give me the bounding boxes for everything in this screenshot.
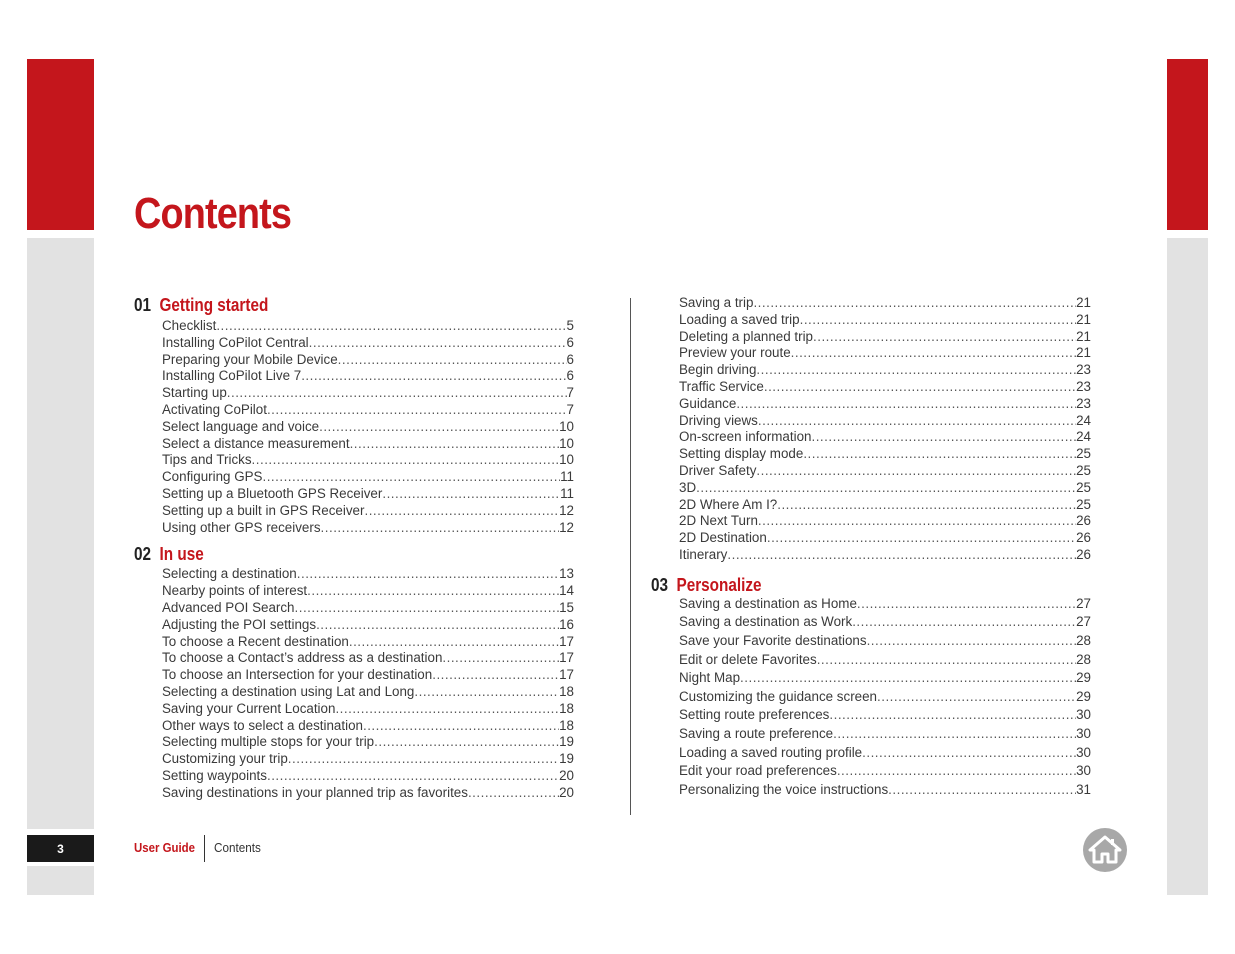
- section-number: 01: [134, 295, 152, 315]
- toc-entry-title: Setting waypoints: [162, 767, 267, 783]
- toc-entry-title: Selecting multiple stops for your trip: [162, 734, 375, 750]
- dot-leader: [350, 436, 560, 453]
- toc-entry-page: 19: [559, 751, 574, 767]
- toc-entry[interactable]: [679, 312, 1091, 329]
- toc-entry[interactable]: [162, 368, 574, 385]
- dot-leader: [295, 600, 560, 617]
- toc-entry-title: Driver Safety: [679, 462, 757, 478]
- dot-leader: [888, 781, 1076, 800]
- dot-leader: [216, 318, 566, 335]
- toc-entry[interactable]: [162, 520, 574, 537]
- toc-entry-page: 26: [1076, 546, 1091, 562]
- dot-leader: [877, 688, 1076, 707]
- dot-leader: [374, 734, 559, 751]
- toc-entry-title: Checklist: [162, 318, 217, 333]
- toc-entry[interactable]: [162, 667, 574, 684]
- toc-entry[interactable]: [679, 513, 1091, 530]
- toc-entry[interactable]: [679, 446, 1091, 463]
- toc-entry-page: 6: [566, 351, 574, 367]
- toc-entry-title: Customizing your trip: [162, 751, 288, 767]
- toc-entry[interactable]: [162, 701, 574, 718]
- toc-entry-title: Advanced POI Search: [162, 599, 295, 615]
- footer-guide-label: User Guide: [134, 840, 196, 855]
- toc-entry[interactable]: [162, 583, 574, 600]
- toc-entry-title: Guidance: [679, 395, 737, 411]
- toc-entry-page: 30: [1076, 744, 1091, 760]
- toc-entry[interactable]: [162, 768, 574, 785]
- toc-entry-title: Selecting a destination: [162, 566, 297, 582]
- toc-list-in-use: [134, 566, 574, 801]
- dot-leader: [321, 520, 560, 537]
- toc-entry[interactable]: [679, 362, 1091, 379]
- toc-entry-title: Selecting a destination using Lat and Long: [162, 683, 415, 699]
- toc-entry[interactable]: [162, 684, 574, 701]
- toc-entry-title: To choose a Contact’s address as a destination: [162, 650, 443, 666]
- toc-entry[interactable]: [162, 751, 574, 768]
- toc-entry-page: 30: [1076, 763, 1091, 779]
- toc-entry-page: 13: [559, 566, 574, 582]
- page-title: Contents: [134, 189, 292, 238]
- page-number: 3: [27, 835, 94, 862]
- dot-leader: [442, 650, 559, 667]
- toc-entry-page: 10: [559, 418, 574, 434]
- toc-entry-page: 21: [1076, 345, 1091, 361]
- section-heading-03: [651, 573, 1025, 597]
- dot-leader: [817, 651, 1076, 670]
- toc-entry[interactable]: [679, 613, 1091, 632]
- dot-leader: [837, 762, 1076, 781]
- toc-entry-page: 28: [1076, 651, 1091, 667]
- dot-leader: [316, 617, 559, 634]
- toc-entry-page: 23: [1076, 362, 1091, 378]
- toc-entry-title: Edit your road preferences: [679, 763, 837, 779]
- dot-leader: [468, 785, 559, 802]
- toc-entry-title: Customizing the guidance screen: [679, 688, 877, 704]
- toc-entry[interactable]: [162, 785, 574, 802]
- toc-entry-page: 21: [1076, 328, 1091, 344]
- toc-entry-title: Personalizing the voice instructions: [679, 781, 889, 797]
- toc-entry-title: Installing CoPilot Live 7: [162, 368, 302, 384]
- toc-entry-page: 29: [1076, 688, 1091, 704]
- toc-entry[interactable]: [679, 762, 1091, 781]
- dot-leader: [319, 419, 559, 436]
- toc-entry-page: 5: [566, 318, 574, 333]
- dot-leader: [867, 632, 1077, 651]
- toc-list-getting-started: [134, 318, 574, 536]
- toc-entry[interactable]: [679, 396, 1091, 413]
- toc-entry-title: 2D Destination: [679, 530, 767, 546]
- toc-entry[interactable]: [679, 688, 1091, 707]
- dot-leader: [309, 335, 567, 352]
- dot-leader: [364, 503, 559, 520]
- toc-entry-page: 26: [1076, 513, 1091, 529]
- dot-leader: [267, 768, 559, 785]
- toc-entry-page: 20: [559, 767, 574, 783]
- toc-entry-page: 29: [1076, 670, 1091, 686]
- toc-right-column: [651, 293, 1091, 799]
- dot-leader: [857, 595, 1076, 614]
- dot-leader: [811, 429, 1076, 446]
- toc-entry-page: 20: [559, 784, 574, 800]
- toc-entry-title: Preparing your Mobile Device: [162, 351, 338, 367]
- section-title: Getting started: [159, 295, 269, 315]
- toc-entry-title: On-screen information: [679, 429, 812, 445]
- section-heading-02: [134, 542, 508, 566]
- toc-entry-title: Starting up: [162, 385, 227, 401]
- dot-leader: [267, 402, 567, 419]
- dot-leader: [262, 469, 560, 486]
- toc-entry-title: Saving a destination as Work: [679, 614, 853, 630]
- toc-entry-page: 30: [1076, 707, 1091, 723]
- toc-entry-page: 17: [559, 667, 574, 683]
- dot-leader: [696, 480, 1076, 497]
- section-heading-01: [134, 293, 508, 317]
- toc-entry-title: Saving a route preference: [679, 725, 834, 741]
- toc-entry-page: 12: [559, 519, 574, 535]
- dot-leader: [833, 725, 1076, 744]
- toc-entry-title: Setting display mode: [679, 446, 804, 462]
- dot-leader: [764, 379, 1076, 396]
- toc-entry[interactable]: [162, 452, 574, 469]
- toc-list-personalize: [651, 595, 1091, 800]
- dot-leader: [382, 486, 560, 503]
- toc-entry-title: Setting up a built in GPS Receiver: [162, 502, 365, 518]
- toc-entry-title: Loading a saved trip: [679, 311, 800, 327]
- toc-entry-title: To choose an Intersection for your destination: [162, 667, 433, 683]
- dot-leader: [852, 613, 1076, 632]
- toc-entry[interactable]: [679, 725, 1091, 744]
- toc-entry-title: Night Map: [679, 670, 741, 686]
- toc-list-in-use-continued: [651, 295, 1091, 564]
- toc-entry[interactable]: [679, 463, 1091, 480]
- left-gray-strip-bottom: [27, 866, 94, 895]
- toc-entry-title: Setting up a Bluetooth GPS Receiver: [162, 485, 383, 501]
- toc-entry-title: 2D Next Turn: [679, 513, 758, 529]
- dot-leader: [800, 312, 1076, 329]
- toc-entry[interactable]: [679, 329, 1091, 346]
- toc-entry[interactable]: [162, 718, 574, 735]
- toc-entry-title: Saving a destination as Home: [679, 595, 857, 611]
- toc-entry[interactable]: [162, 650, 574, 667]
- toc-entry-title: Installing CoPilot Central: [162, 334, 309, 350]
- dot-leader: [307, 583, 559, 600]
- dot-leader: [301, 368, 566, 385]
- toc-entry[interactable]: [162, 617, 574, 634]
- toc-entry-page: 11: [560, 485, 574, 501]
- toc-entry[interactable]: [679, 379, 1091, 396]
- dot-leader: [829, 706, 1076, 725]
- toc-entry-title: 3D: [679, 479, 697, 495]
- column-divider: [630, 298, 631, 815]
- toc-entry[interactable]: [162, 634, 574, 651]
- toc-entry[interactable]: [679, 295, 1091, 312]
- toc-entry-page: 31: [1076, 781, 1091, 797]
- toc-entry[interactable]: [679, 413, 1091, 430]
- toc-entry-page: 17: [559, 633, 574, 649]
- dot-leader: [414, 684, 559, 701]
- toc-entry[interactable]: [679, 480, 1091, 497]
- toc-entry[interactable]: [679, 781, 1091, 800]
- toc-entry[interactable]: [162, 734, 574, 751]
- dot-leader: [777, 497, 1076, 514]
- toc-entry-title: Setting route preferences: [679, 707, 830, 723]
- dot-leader: [335, 701, 559, 718]
- toc-entry-title: Driving views: [679, 412, 758, 428]
- toc-entry-title: Nearby points of interest: [162, 583, 308, 599]
- toc-entry-title: Edit or delete Favorites: [679, 651, 817, 667]
- toc-entry[interactable]: [162, 503, 574, 520]
- toc-entry-title: Adjusting the POI settings: [162, 616, 317, 632]
- toc-entry-page: 6: [566, 368, 574, 384]
- toc-entry-title: Configuring GPS: [162, 469, 263, 485]
- toc-entry-page: 10: [559, 435, 574, 451]
- dot-leader: [758, 513, 1076, 530]
- dot-leader: [363, 718, 559, 735]
- right-gray-strip: [1167, 238, 1208, 895]
- toc-entry-title: Activating CoPilot: [162, 401, 267, 417]
- toc-entry-title: Using other GPS receivers: [162, 519, 321, 535]
- toc-entry[interactable]: [679, 669, 1091, 688]
- dot-leader: [803, 446, 1076, 463]
- dot-leader: [432, 667, 559, 684]
- toc-entry[interactable]: [162, 419, 574, 436]
- toc-entry[interactable]: [162, 469, 574, 486]
- toc-entry-page: 23: [1076, 378, 1091, 394]
- section-title: In use: [159, 544, 204, 565]
- dot-leader: [756, 463, 1076, 480]
- toc-entry-page: 21: [1076, 295, 1091, 310]
- dot-leader: [338, 352, 567, 369]
- toc-entry-page: 18: [559, 683, 574, 699]
- toc-entry-page: 18: [559, 717, 574, 733]
- toc-entry[interactable]: [162, 436, 574, 453]
- toc-entry-page: 15: [559, 599, 574, 615]
- toc-entry[interactable]: [679, 651, 1091, 670]
- toc-entry-page: 30: [1076, 725, 1091, 741]
- toc-entry-page: 7: [566, 401, 574, 417]
- dot-leader: [740, 669, 1076, 688]
- toc-entry[interactable]: [162, 352, 574, 369]
- toc-entry-page: 25: [1076, 479, 1091, 495]
- dot-leader: [862, 744, 1076, 763]
- toc-entry[interactable]: [162, 385, 574, 402]
- toc-entry-title: Itinerary: [679, 546, 728, 562]
- toc-entry-page: 25: [1076, 496, 1091, 512]
- toc-entry-title: Deleting a planned trip: [679, 328, 813, 344]
- toc-entry-title: Tips and Tricks: [162, 452, 252, 468]
- dot-leader: [756, 362, 1076, 379]
- toc-entry-page: 12: [559, 502, 574, 518]
- toc-entry[interactable]: [162, 600, 574, 617]
- dot-leader: [736, 396, 1076, 413]
- dot-leader: [349, 634, 559, 651]
- toc-entry-title: Begin driving: [679, 362, 757, 378]
- toc-entry[interactable]: [162, 318, 574, 335]
- dot-leader: [753, 295, 1076, 312]
- left-gray-strip: [27, 238, 94, 829]
- toc-entry-title: Other ways to select a destination: [162, 717, 363, 733]
- toc-entry[interactable]: [679, 744, 1091, 763]
- toc-entry-page: 27: [1076, 595, 1091, 611]
- toc-entry-title: Saving destinations in your planned trip as favorites: [162, 784, 468, 800]
- toc-entry[interactable]: [679, 429, 1091, 446]
- toc-entry[interactable]: [162, 335, 574, 352]
- toc-entry-page: 18: [559, 700, 574, 716]
- toc-entry-page: 27: [1076, 614, 1091, 630]
- toc-entry-title: 2D Where Am I?: [679, 496, 778, 512]
- dot-leader: [813, 329, 1076, 346]
- toc-entry-title: Loading a saved routing profile: [679, 744, 863, 760]
- toc-entry[interactable]: [679, 530, 1091, 547]
- toc-entry-page: 10: [559, 452, 574, 468]
- left-red-tab: [27, 59, 94, 230]
- dot-leader: [252, 452, 560, 469]
- toc-entry[interactable]: [162, 486, 574, 503]
- home-button[interactable]: [1083, 828, 1127, 872]
- toc-left-column: [134, 293, 574, 802]
- toc-entry-page: 16: [559, 616, 574, 632]
- dot-leader: [767, 530, 1076, 547]
- toc-entry-title: Saving your Current Location: [162, 700, 336, 716]
- toc-entry[interactable]: [162, 566, 574, 583]
- right-red-tab: [1167, 59, 1208, 230]
- toc-entry-title: Select a distance measurement: [162, 435, 350, 451]
- toc-entry-title: To choose a Recent destination: [162, 633, 349, 649]
- toc-entry-title: Save your Favorite destinations: [679, 632, 867, 648]
- dot-leader: [297, 566, 559, 583]
- section-number: 03: [651, 574, 669, 595]
- toc-entry[interactable]: [162, 402, 574, 419]
- toc-entry-page: 17: [559, 650, 574, 666]
- dot-leader: [727, 547, 1076, 564]
- toc-entry[interactable]: [679, 595, 1091, 614]
- footer-section-label: Contents: [214, 840, 261, 855]
- section-number: 02: [134, 544, 152, 565]
- section-title: Personalize: [676, 574, 762, 595]
- toc-entry-page: 25: [1076, 462, 1091, 478]
- dot-leader: [288, 751, 559, 768]
- toc-entry[interactable]: [679, 345, 1091, 362]
- home-icon: [1083, 828, 1127, 872]
- toc-entry-title: Traffic Service: [679, 378, 764, 394]
- toc-entry[interactable]: [679, 547, 1091, 564]
- toc-entry-page: 23: [1076, 395, 1091, 411]
- toc-entry-page: 24: [1076, 429, 1091, 445]
- dot-leader: [227, 385, 567, 402]
- toc-entry-page: 24: [1076, 412, 1091, 428]
- toc-entry-page: 21: [1076, 311, 1091, 327]
- toc-entry-title: Saving a trip: [679, 295, 754, 310]
- toc-entry-page: 6: [566, 334, 574, 350]
- dot-leader: [758, 413, 1076, 430]
- toc-entry-page: 14: [559, 583, 574, 599]
- toc-entry[interactable]: [679, 497, 1091, 514]
- toc-entry-page: 26: [1076, 530, 1091, 546]
- toc-entry-page: 11: [560, 469, 574, 485]
- toc-entry-title: Select language and voice: [162, 418, 320, 434]
- toc-entry-page: 19: [559, 734, 574, 750]
- toc-entry-title: Preview your route: [679, 345, 791, 361]
- toc-entry-page: 28: [1076, 632, 1091, 648]
- toc-entry-page: 25: [1076, 446, 1091, 462]
- toc-entry-page: 7: [566, 385, 574, 401]
- toc-entry[interactable]: [679, 632, 1091, 651]
- toc-entry[interactable]: [679, 706, 1091, 725]
- dot-leader: [791, 345, 1076, 362]
- footer-separator: [204, 835, 205, 862]
